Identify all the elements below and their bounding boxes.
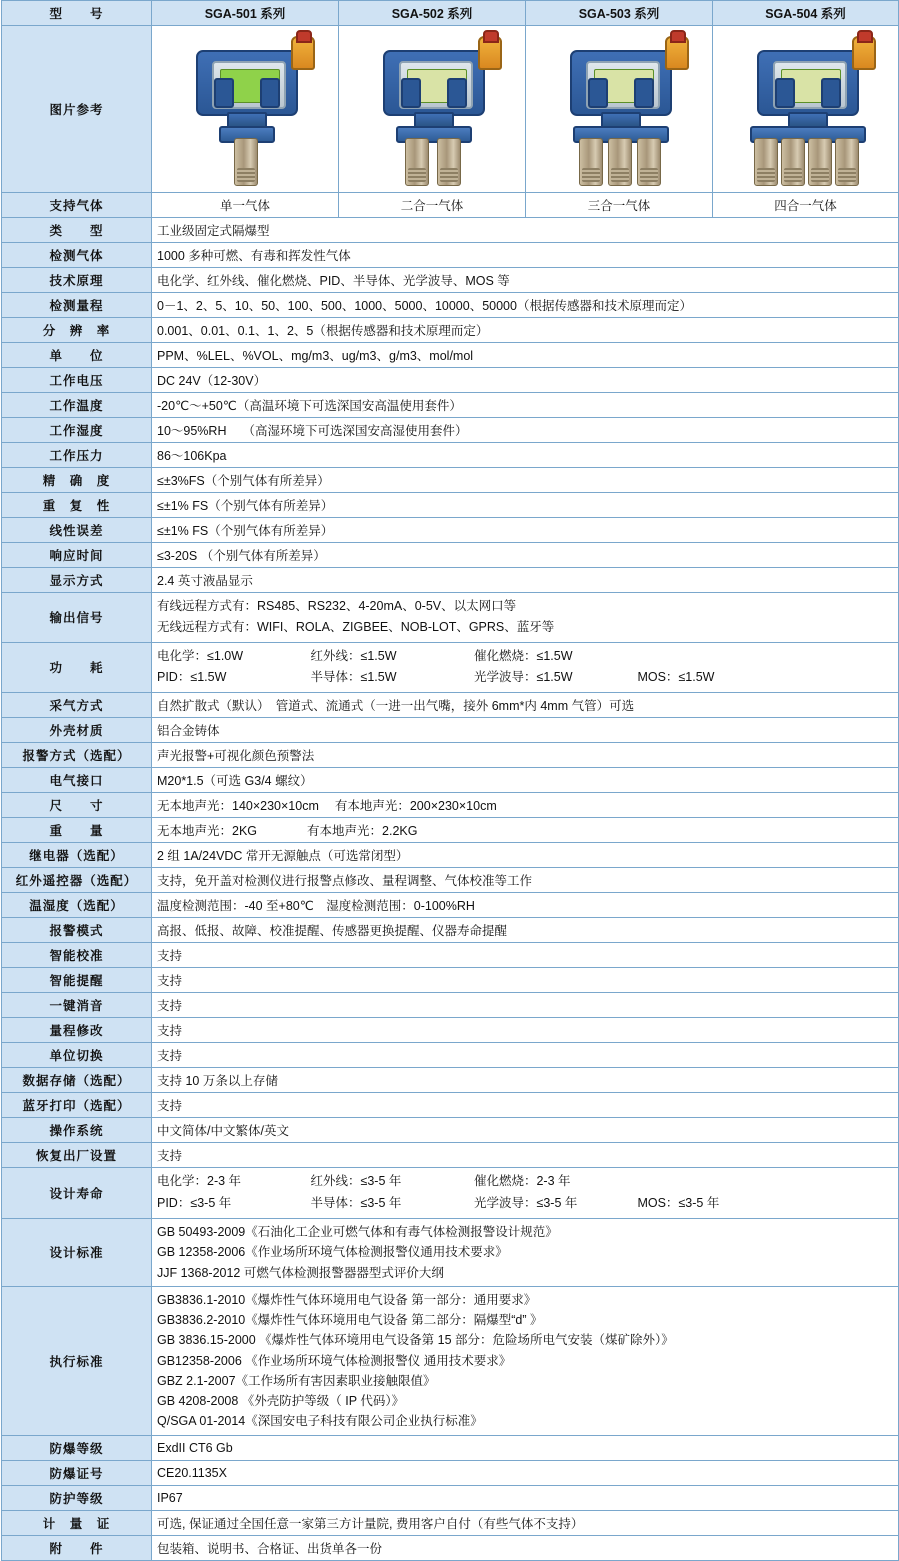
table-row [2, 368, 899, 393]
lifetime-item: MOS：≤3-5 年 [637, 1196, 720, 1211]
row-label: 单位切换 [2, 1043, 152, 1068]
table-row [2, 1018, 899, 1043]
row-label: 电气接口 [2, 768, 152, 793]
row-value: 支持 [152, 1143, 899, 1168]
row-label-output-signal: 输出信号 [2, 593, 152, 643]
row-value: 0.001、0.01、0.1、1、2、5（根据传感器和技术原理而定） [152, 318, 899, 343]
row-value-lifetime [152, 1168, 899, 1219]
power-item: 电化学：≤1.0W [157, 648, 244, 663]
table-row [2, 743, 899, 768]
row-label: 温湿度（选配） [2, 893, 152, 918]
row-label: 检测量程 [2, 293, 152, 318]
gas-support-4: 四合一气体 [713, 193, 899, 218]
table-row [2, 468, 899, 493]
exec-standard-item: GB3836.2-2010《爆炸性气体环境用电气设备 第二部分：隔爆型“d” 》 [157, 1313, 543, 1327]
row-label-power: 功 耗 [2, 642, 152, 693]
row-label: 检测气体 [2, 243, 152, 268]
table-row [2, 993, 899, 1018]
exec-standard-item: GB12358-2006 《作业场所环境气体检测报警仪 通用技术要求》 [157, 1353, 512, 1368]
row-value: 工业级固定式隔爆型 [152, 218, 899, 243]
table-row [2, 268, 899, 293]
row-label: 类 型 [2, 218, 152, 243]
device-illustration-504 [726, 34, 886, 184]
power-item: 红外线：≤1.5W [310, 648, 397, 663]
row-value: PPM、%LEL、%VOL、mg/m3、ug/m3、g/m3、mol/mol [152, 343, 899, 368]
row-value: 可选, 保证通过全国任意一家第三方计量院, 费用客户自付（有些气体不支持） [152, 1510, 899, 1535]
output-wireless-line: 无线远程方式有：WIFI、ROLA、ZIGBEE、NOB-LOT、GPRS、蓝牙等 [157, 620, 555, 635]
row-label-lifetime: 设计寿命 [2, 1168, 152, 1219]
row-label: 报警方式（选配） [2, 743, 152, 768]
row-value-power [152, 642, 899, 693]
row-label: 智能提醒 [2, 968, 152, 993]
row-label: 工作电压 [2, 368, 152, 393]
power-item: MOS：≤1.5W [637, 670, 715, 685]
row-value: 声光报警+可视化颜色预警法 [152, 743, 899, 768]
table-row [2, 943, 899, 968]
row-label: 恢复出厂设置 [2, 1143, 152, 1168]
row-value: 温度检测范围：-40 至+80℃ 湿度检测范围：0-100%RH [152, 893, 899, 918]
row-value: 支持 [152, 943, 899, 968]
row-value: 10～95%RH （高湿环境下可选深国安高湿使用套件） [152, 418, 899, 443]
row-value: 自然扩散式（默认） 管道式、流通式（一进一出气嘴，接外 6mm*内 4mm 气管）可选 [152, 693, 899, 718]
lifetime-item: 催化燃烧：2-3 年 [473, 1174, 571, 1189]
product-image-504 [713, 26, 899, 193]
gas-support-3: 三合一气体 [526, 193, 713, 218]
table-row [2, 1068, 899, 1093]
exec-standard-item: GBZ 2.1-2007《工作场所有害因素职业接触限值》 [157, 1373, 436, 1388]
row-label: 响应时间 [2, 543, 152, 568]
gas-support-2: 二合一气体 [339, 193, 526, 218]
row-label: 继电器（选配） [2, 843, 152, 868]
exec-standard-item: Q/SGA 01-2014《深国安电子科技有限公司企业执行标准》 [157, 1414, 483, 1429]
table-row [2, 768, 899, 793]
row-value: 支持 [152, 1043, 899, 1068]
row-value: DC 24V（12-30V） [152, 368, 899, 393]
row-value: 支持 [152, 1018, 899, 1043]
design-standard-item: GB 50493-2009《石油化工企业可燃气体和有毒气体检测报警设计规范》 [157, 1225, 558, 1239]
row-label: 重 复 性 [2, 493, 152, 518]
table-row [2, 543, 899, 568]
row-label: 显示方式 [2, 568, 152, 593]
row-label-image-reference: 图片参考 [2, 26, 152, 193]
table-row [2, 1510, 899, 1535]
table-row [2, 818, 899, 843]
row-label: 采气方式 [2, 693, 152, 718]
row-value: 高报、低报、故障、校准提醒、传感器更换提醒、仪器寿命提醒 [152, 918, 899, 943]
table-row [2, 1460, 899, 1485]
product-image-503 [526, 26, 713, 193]
row-label: 智能校准 [2, 943, 152, 968]
model-header-4: SGA-504 系列 [713, 1, 899, 26]
table-row [2, 318, 899, 343]
row-value: 2.4 英寸液晶显示 [152, 568, 899, 593]
row-value: ≤±1% FS（个别气体有所差异） [152, 518, 899, 543]
row-value: 无本地声光：2KG 有本地声光：2.2KG [152, 818, 899, 843]
row-label: 技术原理 [2, 268, 152, 293]
row-value: 2 组 1A/24VDC 常开无源触点（可选常闭型） [152, 843, 899, 868]
row-label: 操作系统 [2, 1118, 152, 1143]
table-row [2, 493, 899, 518]
design-standard-item: JJF 1368-2012 可燃气体检测报警器器型式评价大纲 [157, 1265, 444, 1280]
table-row [2, 393, 899, 418]
table-row [2, 793, 899, 818]
table-row [2, 343, 899, 368]
table-row [2, 1485, 899, 1510]
row-value: M20*1.5（可选 G3/4 螺纹） [152, 768, 899, 793]
design-standard-item: GB 12358-2006《作业场所环境气体检测报警仪通用技术要求》 [157, 1245, 508, 1260]
row-label: 数据存储（选配） [2, 1068, 152, 1093]
table-row [2, 1093, 899, 1118]
model-header-1: SGA-501 系列 [152, 1, 339, 26]
lifetime-item: 电化学：2-3 年 [157, 1174, 242, 1189]
table-row [2, 568, 899, 593]
table-row [2, 243, 899, 268]
table-row [2, 1535, 899, 1560]
row-value: 1000 多种可燃、有毒和挥发性气体 [152, 243, 899, 268]
table-row [2, 1143, 899, 1168]
table-row-output-signal [2, 593, 899, 643]
product-image-502 [339, 26, 526, 193]
table-row [2, 893, 899, 918]
row-value: 支持 [152, 1093, 899, 1118]
row-label: 附 件 [2, 1535, 152, 1560]
row-value: 铝合金铸体 [152, 718, 899, 743]
lifetime-item: 红外线：≤3-5 年 [310, 1174, 402, 1189]
row-value: ≤3-20S （个别气体有所差异） [152, 543, 899, 568]
row-label: 外壳材质 [2, 718, 152, 743]
lifetime-item: PID：≤3-5 年 [157, 1196, 232, 1211]
row-label: 量程修改 [2, 1018, 152, 1043]
row-label: 红外遥控器（选配） [2, 868, 152, 893]
device-illustration-502 [352, 34, 512, 184]
row-value: CE20.1135X [152, 1460, 899, 1485]
table-row [2, 1043, 899, 1068]
power-item: 半导体：≤1.5W [310, 670, 397, 685]
table-row [2, 418, 899, 443]
gas-support-1: 单一气体 [152, 193, 339, 218]
row-label: 单 位 [2, 343, 152, 368]
row-label-exec-standard: 执行标准 [2, 1286, 152, 1435]
row-label: 防护等级 [2, 1485, 152, 1510]
row-value-exec-standard [152, 1286, 899, 1435]
row-value: ≤±1% FS（个别气体有所差异） [152, 493, 899, 518]
row-label: 精 确 度 [2, 468, 152, 493]
table-row-power [2, 642, 899, 693]
power-line-1 [157, 646, 893, 668]
row-label: 防爆等级 [2, 1435, 152, 1460]
exec-standard-item: GB3836.1-2010《爆炸性气体环境用电气设备 第一部分：通用要求》 [157, 1292, 537, 1307]
lifetime-line-1 [157, 1171, 893, 1193]
row-label: 线性误差 [2, 518, 152, 543]
row-label: 分 辨 率 [2, 318, 152, 343]
power-item: PID：≤1.5W [157, 670, 227, 685]
table-row-images [2, 26, 899, 193]
table-row [2, 868, 899, 893]
row-label: 尺 寸 [2, 793, 152, 818]
table-row [2, 293, 899, 318]
table-row [2, 718, 899, 743]
table-row [2, 443, 899, 468]
row-label: 一键消音 [2, 993, 152, 1018]
row-value: 86～106Kpa [152, 443, 899, 468]
row-label: 工作压力 [2, 443, 152, 468]
row-label: 工作温度 [2, 393, 152, 418]
row-value: ExdII CT6 Gb [152, 1435, 899, 1460]
model-header-3: SGA-503 系列 [526, 1, 713, 26]
row-label: 防爆证号 [2, 1460, 152, 1485]
table-row [2, 218, 899, 243]
output-wired-line: 有线远程方式有：RS485、RS232、4-20mA、0-5V、以太网口等 [157, 599, 517, 613]
table-row [2, 1118, 899, 1143]
row-value: 支持，免开盖对检测仪进行报警点修改、量程调整、气体校准等工作 [152, 868, 899, 893]
table-row-lifetime [2, 1168, 899, 1219]
table-row-design-standard [2, 1219, 899, 1287]
row-value-output-signal [152, 593, 899, 643]
table-row [2, 843, 899, 868]
table-row-gas-support [2, 193, 899, 218]
exec-standard-item: GB 3836.15-2000 《爆炸性气体环境用电气设备第 15 部分：危险场所电气安装（煤矿除外）》 [157, 1333, 674, 1348]
row-value: 无本地声光：140×230×10cm 有本地声光：200×230×10cm [152, 793, 899, 818]
row-label: 蓝牙打印（选配） [2, 1093, 152, 1118]
row-value: ≤±3%FS（个别气体有所差异） [152, 468, 899, 493]
row-label-gas-support: 支持气体 [2, 193, 152, 218]
row-value: 包装箱、说明书、合格证、出货单各一份 [152, 1535, 899, 1560]
row-label-model: 型 号 [2, 1, 152, 26]
device-illustration-503 [539, 34, 699, 184]
power-item: 催化燃烧：≤1.5W [473, 648, 573, 663]
table-row [2, 1435, 899, 1460]
row-value: IP67 [152, 1485, 899, 1510]
table-row [2, 968, 899, 993]
exec-standard-item: GB 4208-2008 《外壳防护等级（ IP 代码）》 [157, 1394, 405, 1408]
device-illustration-501 [165, 34, 325, 184]
row-label: 工作湿度 [2, 418, 152, 443]
row-label: 计 量 证 [2, 1510, 152, 1535]
row-value: 中文简体/中文繁体/英文 [152, 1118, 899, 1143]
power-item: 光学波导：≤1.5W [473, 670, 573, 685]
table-row-model-header [2, 1, 899, 26]
row-value: 电化学、红外线、催化燃烧、PID、半导体、光学波导、MOS 等 [152, 268, 899, 293]
row-value: 支持 [152, 993, 899, 1018]
row-label: 报警模式 [2, 918, 152, 943]
row-value: 支持 10 万条以上存储 [152, 1068, 899, 1093]
table-row [2, 918, 899, 943]
row-value: -20℃～+50℃（高温环境下可选深国安高温使用套件） [152, 393, 899, 418]
row-label-design-standard: 设计标准 [2, 1219, 152, 1287]
model-header-2: SGA-502 系列 [339, 1, 526, 26]
lifetime-item: 光学波导：≤3-5 年 [473, 1196, 578, 1211]
row-label: 重 量 [2, 818, 152, 843]
row-value: 0－1、2、5、10、50、100、500、1000、5000、10000、50000（根据传感器和技术原理而定） [152, 293, 899, 318]
specification-table [1, 0, 899, 1561]
product-image-501 [152, 26, 339, 193]
lifetime-item: 半导体：≤3-5 年 [310, 1196, 402, 1211]
table-row-exec-standard [2, 1286, 899, 1435]
table-row [2, 693, 899, 718]
row-value: 支持 [152, 968, 899, 993]
lifetime-line-2 [157, 1193, 893, 1215]
table-row [2, 518, 899, 543]
row-value-design-standard [152, 1219, 899, 1287]
power-line-2 [157, 667, 893, 689]
